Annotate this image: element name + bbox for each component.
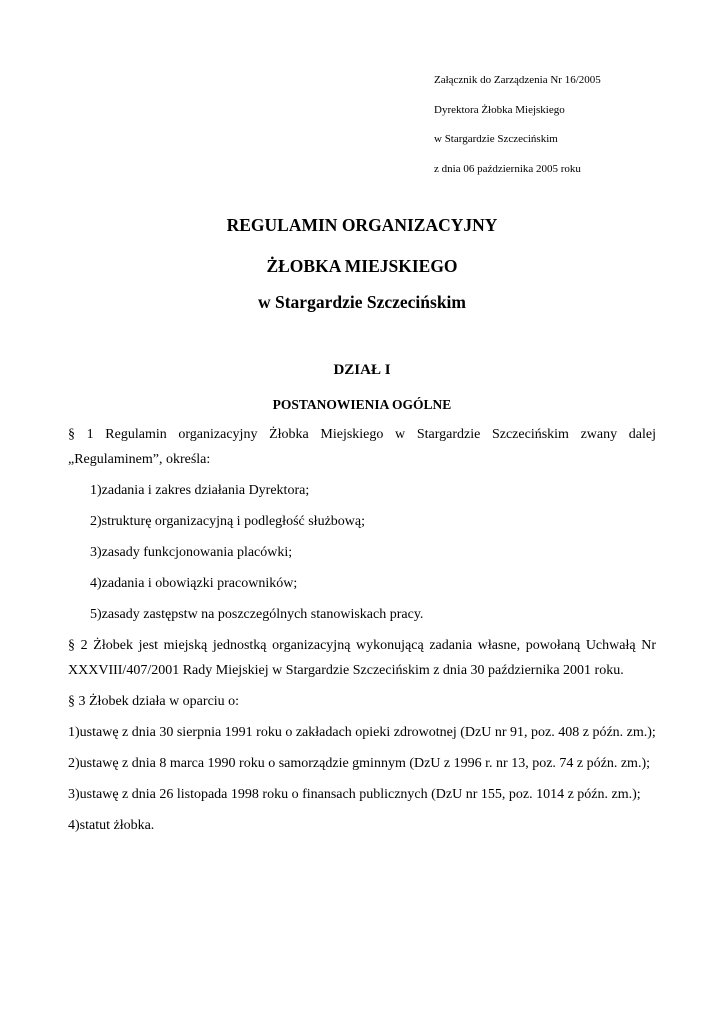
division-name: DZIAŁ I [333, 362, 391, 378]
document-title-line-2: ŻŁOBKA MIEJSKIEGO [266, 256, 458, 276]
document-title-line-1: REGULAMIN ORGANIZACYJNY [226, 215, 498, 235]
section-3-item: 2)ustawę z dnia 8 marca 1990 roku o samorządzie gminnym (DzU z 1996 r. nr 13, poz. 74 z późn. zm.); [68, 756, 650, 771]
section-1-item: 1)zadania i zakres działania Dyrektora; [90, 483, 310, 498]
section-2-text: § 2 Żłobek jest miejską jednostką organizacyjną wykonującą zadania własne, powołaną Uchwałą Nr XXXVIII/407/2001 Rady Miejskiej w Stargardzie Szczecińskim z dnia 30 października 2001 roku. [68, 638, 656, 678]
annex-header [434, 66, 601, 184]
section-1-item: 2)strukturę organizacyjną i podległość służbową; [90, 514, 365, 529]
section-1-item: 5)zasady zastępstw na poszczególnych stanowiskach pracy. [90, 607, 424, 622]
section-3-item: 4)statut żłobka. [68, 818, 155, 833]
annex-line-1: Załącznik do Zarządzenia Nr 16/2005 [434, 74, 601, 86]
section-3-intro: § 3 Żłobek działa w oparciu o: [68, 694, 240, 709]
section-3-item: 3)ustawę z dnia 26 listopada 1998 roku o finansach publicznych (DzU nr 155, poz. 1014 z późn. zm.); [68, 787, 641, 802]
annex-line-2: Dyrektora Żłobka Miejskiego [434, 103, 565, 116]
annex-line-4: z dnia 06 października 2005 roku [434, 162, 581, 175]
section-3-item: 1)ustawę z dnia 30 sierpnia 1991 roku o zakładach opieki zdrowotnej (DzU nr 91, poz. 408 z późn. zm.); [68, 725, 656, 740]
division-heading: POSTANOWIENIA OGÓLNE [272, 397, 452, 412]
section-1-item: 3)zasady funkcjonowania placówki; [90, 545, 293, 560]
annex-line-3: w Stargardzie Szczecińskim [434, 133, 558, 145]
section-1-intro: § 1 Regulamin organizacyjny Żłobka Miejskiego w Stargardzie Szczecińskim zwany dalej „Regulaminem”, określa: [68, 427, 656, 467]
document-title-line-3: w Stargardzie Szczecińskim [257, 292, 466, 312]
document-body [68, 422, 656, 844]
section-1-item: 4)zadania i obowiązki pracowników; [90, 576, 298, 591]
